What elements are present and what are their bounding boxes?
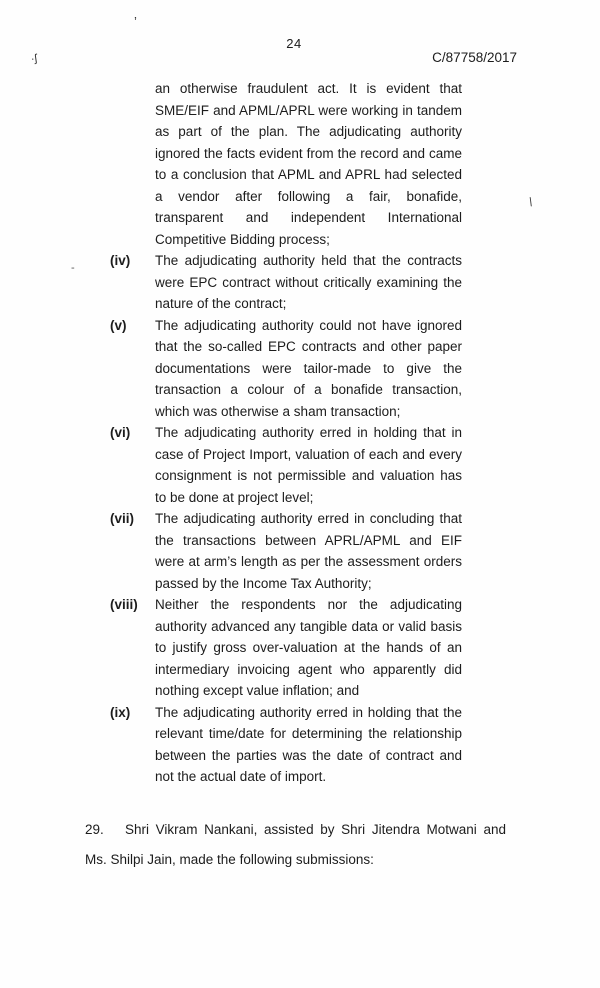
paragraph-text: Shri Vikram Nankani, assisted by Shri Jitendra Motwani and Ms. Shilpi Jain, made the following submissions: — [85, 821, 506, 867]
list-item — [110, 315, 462, 423]
item-text: The adjudicating authority erred in concluding that the transactions between APRL/APML and EIF were at arm’s length as per the assessment orders passed by the Income Tax Authority; — [155, 511, 462, 591]
list-item — [110, 594, 462, 702]
page-number: 24 — [286, 36, 302, 51]
item-text: The adjudicating authority could not have ignored that the so-called EPC contracts and other paper documentations were tailor-made to give the transaction a colour of a bonafide transaction, which was otherwise a sham transaction; — [155, 317, 462, 419]
item-label: (ix) — [110, 704, 131, 720]
list-item — [110, 702, 462, 788]
list-item — [110, 250, 462, 315]
item-text: The adjudicating authority erred in holding that in case of Project Import, valuation of each and every consignment is not permissible and valuation has to be done at project level; — [155, 425, 462, 505]
item-text: Neither the respondents nor the adjudicating authority advanced any tangible data or valid basis to justify gross over-valuation at the hands of an intermediary invoicing agent who apparently did nothing except value inflation; and — [155, 597, 462, 698]
list-item — [110, 508, 462, 594]
item-label: (viii) — [110, 597, 138, 612]
scan-artifact-backslash: \ — [528, 194, 534, 210]
item-text: The adjudicating authority held that the contracts were EPC contract without critically examining the nature of the contract; — [155, 253, 462, 311]
paragraph-number: 29. — [85, 821, 104, 837]
item-label: (v) — [110, 317, 127, 333]
item-text: The adjudicating authority erred in holding that the relevant time/date for determining the relationship between the parties was the date of contract and not the actual date of import. — [155, 704, 462, 784]
scan-artifact-dash: - — [71, 262, 75, 274]
item-label: (vii) — [110, 511, 135, 526]
item-label: (iv) — [110, 253, 131, 268]
item-label: (vi) — [110, 425, 131, 440]
submissions-list — [110, 78, 462, 788]
list-item — [110, 422, 462, 508]
continuation-paragraph: an otherwise fraudulent act. It is evident that SME/EIF and APML/APRL were working in tandem as part of the plan. The adjudicating authority ignored the facts evident from the record and came to a conclusion that APML and APRL had selected a vendor after following a fair, bonafide, transparent and independent International Competitive Bidding process; — [155, 81, 462, 247]
scan-artifact-apostrophe: ’ — [134, 14, 137, 29]
paragraph-29 — [85, 815, 506, 875]
scan-artifact-scribble: ·ʃ — [30, 52, 38, 66]
case-number: C/87758/2017 — [432, 50, 517, 65]
